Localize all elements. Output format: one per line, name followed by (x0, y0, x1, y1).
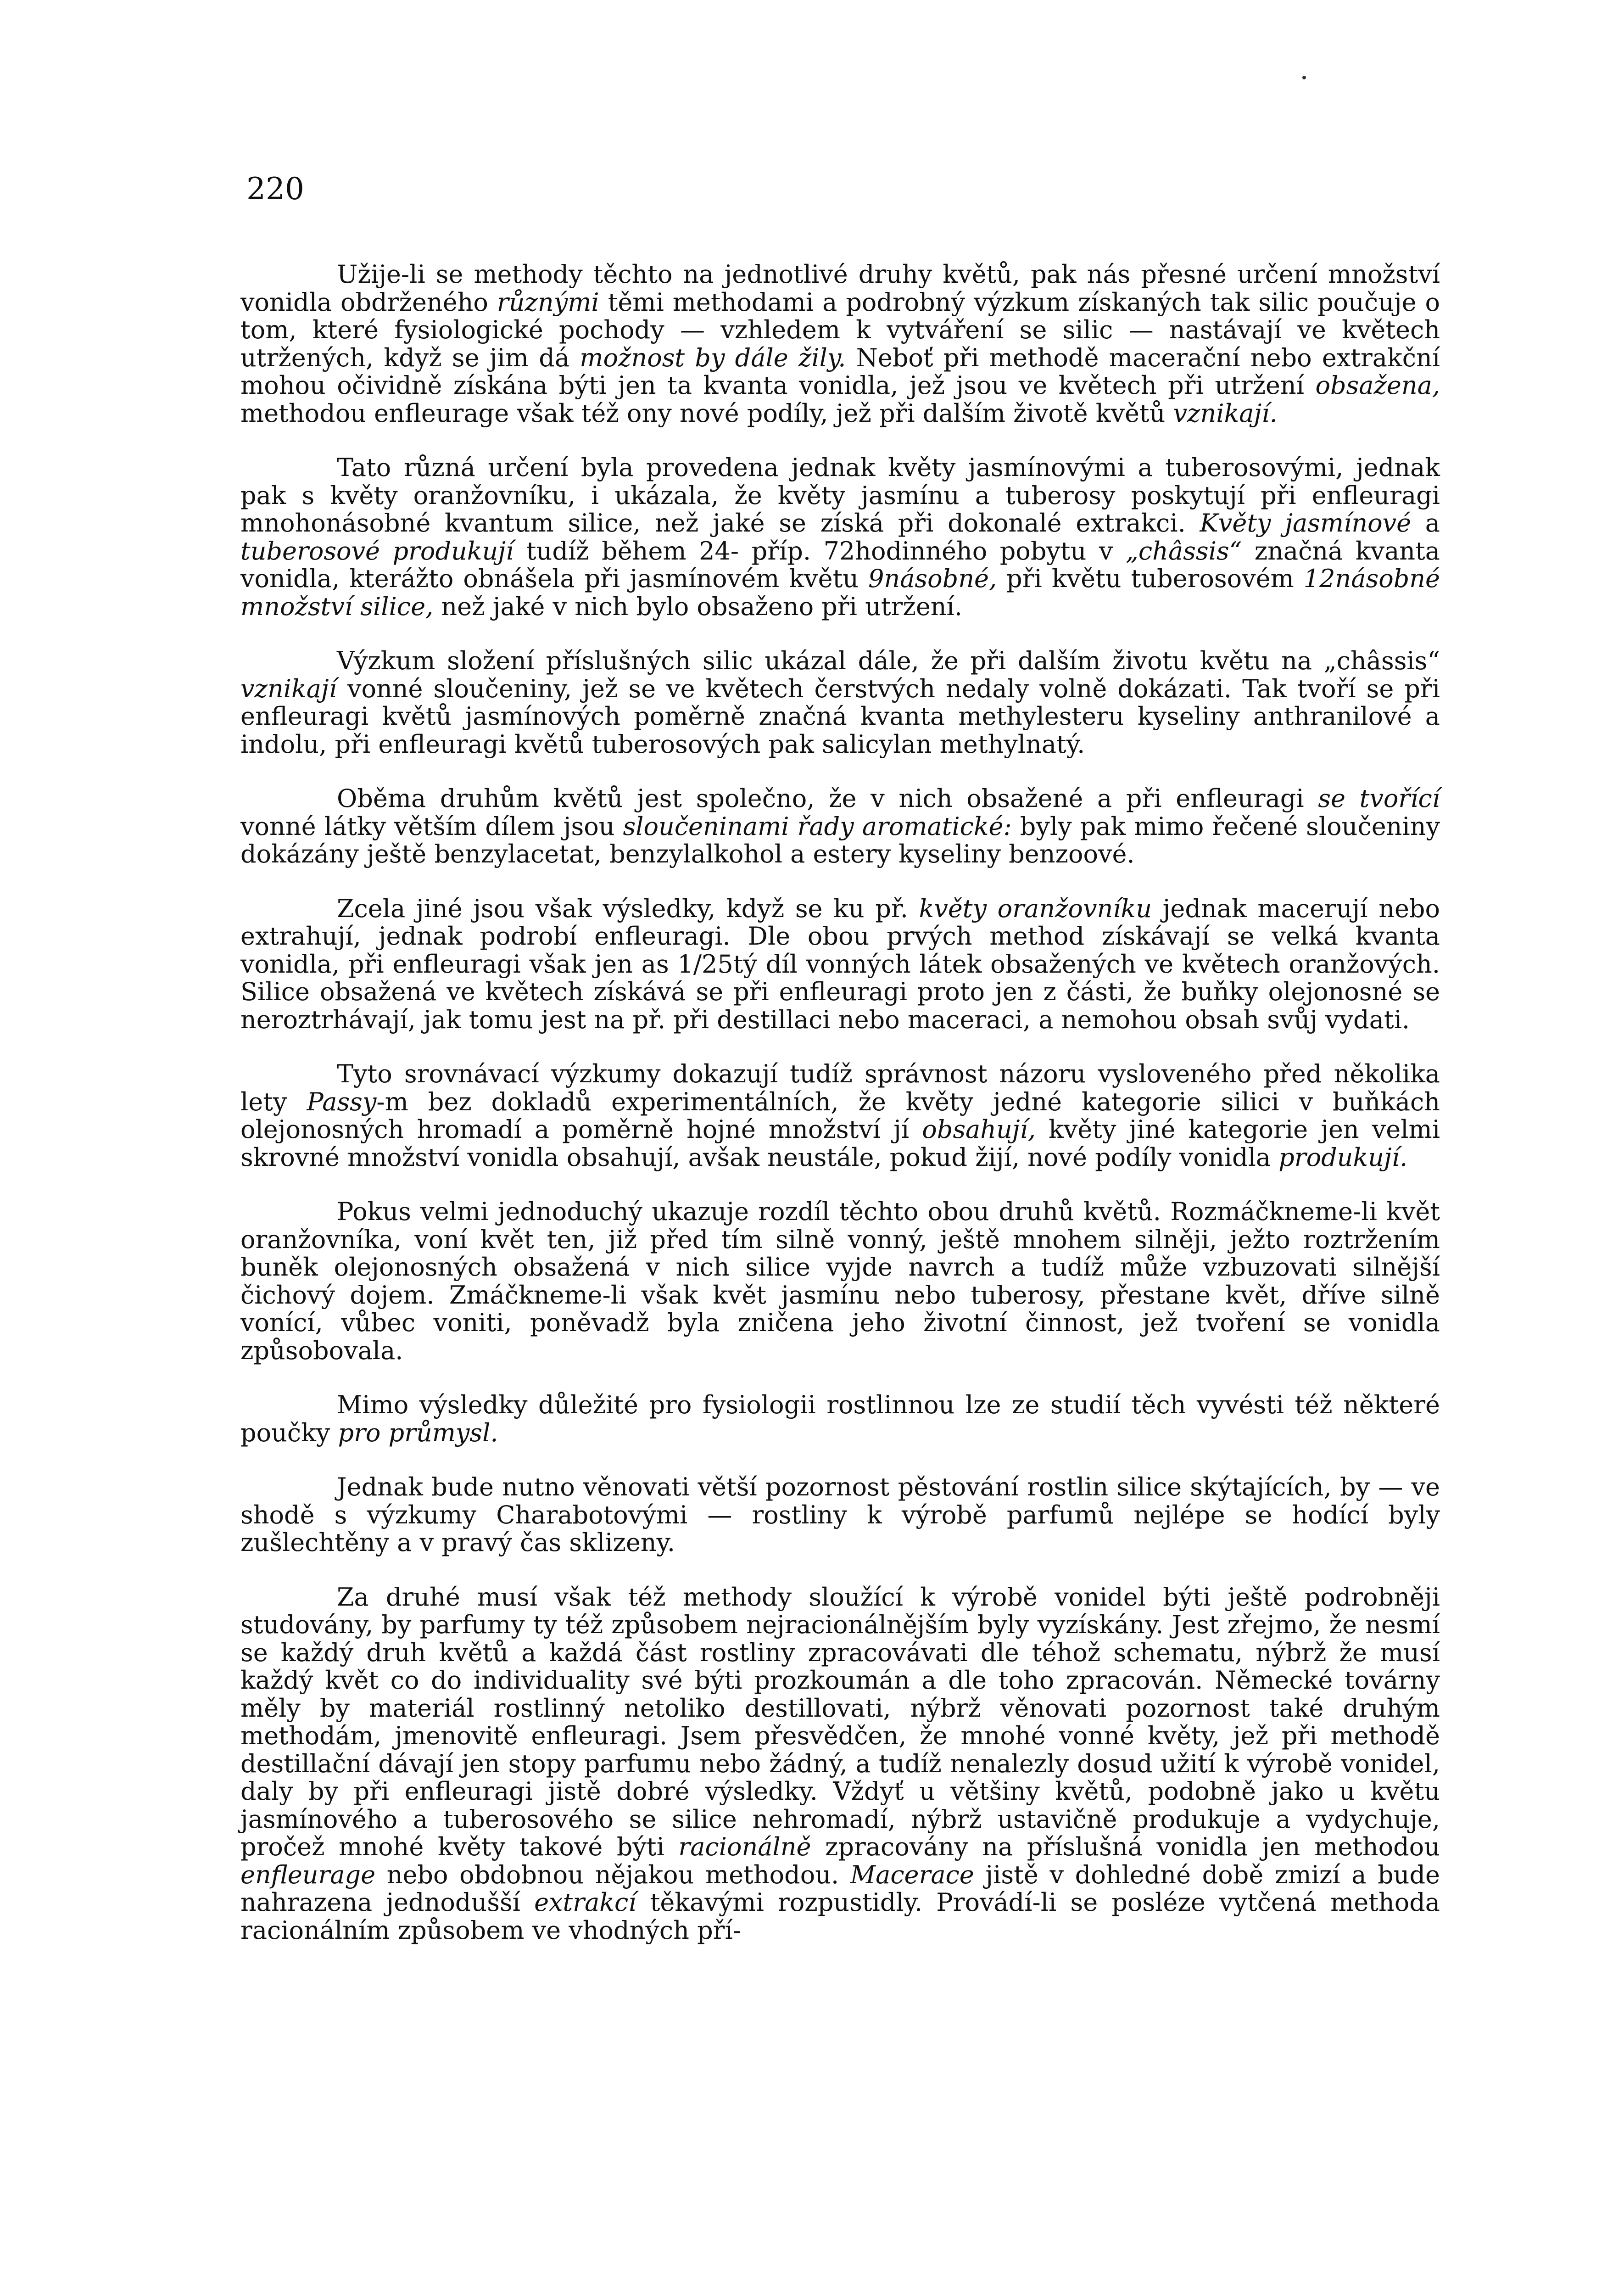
italic-text: obsahují, (922, 1115, 1036, 1144)
text-run: při květu tuberosovém (997, 564, 1304, 593)
paragraph (240, 261, 1440, 427)
text-run: a (1411, 509, 1440, 537)
paragraph (240, 1060, 1440, 1171)
paragraph (240, 647, 1440, 758)
text-run: Pokus velmi jednoduchý ukazuje rozdíl těchto obou druhů květů. Rozmáčkneme-li květ oranžovníka, voní květ ten, již před tím silně vonný, ještě mnohem silněji, ježto roztržením buněk olejonosných obsažená v nich silice vyjde navrch a tudíž může vzbuzovati silnější čichový dojem. Zmáčkneme-li však květ jasmínu nebo tuberosy, přestane květ, dříve silně vonící, vůbec voniti, poněvadž byla zničena jeho životní činnost, jež tvoření se vonidla způsobovala. (240, 1197, 1440, 1365)
italic-text: 9násobné, (868, 564, 997, 593)
text-run: vonné látky větším dílem jsou (240, 812, 623, 841)
paragraph (240, 1198, 1440, 1365)
text-run: byly pak mimo řečené sloučeniny dokázány ještě benzylacetat, benzylalkohol a estery kyseliny benzoové. (240, 812, 1440, 868)
corner-speck (1302, 76, 1306, 79)
italic-text: extrakcí (534, 1888, 636, 1917)
text-run: jistě v dohledné době zmizí a bude nahrazena jednodušší (240, 1860, 1440, 1917)
paragraph (240, 785, 1440, 868)
text-run: těmi methodami a podrobný výzkum získaných tak silic poučuje o tom, které fysiologické pochody — vzhledem k vytváření se silic — nastávají ve květech utržených, když se jim dá (240, 287, 1440, 372)
italic-text: enfleurage (240, 1860, 376, 1889)
text-run: Neboť při methodě macerační nebo extrakční mohou očividně získána býti jen ta kvanta vonidla, jež jsou ve květech při utržení (240, 343, 1440, 400)
italic-text: různými (497, 287, 599, 317)
text-run: značná kvanta vonidla, kterážto obnášela při jasmínovém květu (240, 536, 1440, 593)
paragraph (240, 1391, 1440, 1447)
text-run: tudíž během 24- příp. 72hodinného pobytu v (513, 536, 1126, 565)
text-run: Jednak bude nutno věnovati větší pozornost pěstování rostlin silice skýtajících, by — ve shodě s výzkumy Charabotovými — rostliny k výrobě parfumů nejlépe se hodící byly zušlechtěny a v pravý čas sklizeny. (240, 1472, 1440, 1557)
italic-text: květy oranžovníku (919, 894, 1152, 923)
text-run: Za druhé musí však též methody sloužící k výrobě vonidel býti ještě podrobněji studovány, by parfumy ty též způsobem nejracionálnějším byly vyzískány. Jest zřejmo, že nesmí se každý druh květů a každá část rostliny zpracovávati dle téhož schematu, nýbrž že musí každý květ co do individuality své býti prozkoumán a dle toho zpracován. Německé továrny měly by materiál rostlinný netoliko destillovati, nýbrž věnovati pozornost také druhým methodám, jmenovitě enfleuragi. Jsem přesvědčen, že mnohé vonné květy, jež při methodě destillační dávají jen stopy parfumu nebo žádný, a tudíž nenalezly dosud užití k výrobě vonidel, daly by při enfleuragi jistě dobré výsledky. Vždyť u většiny květů, podobně jako u květu jasmínového a tuberosového se silice nehromadí, nýbrž ustavičně produkuje a vydychuje, pročež mnohé květy takové býti (240, 1582, 1440, 1861)
text-run: květy jiné kategorie jen velmi skrovné množství vonidla obsahují, avšak neustále, pokud žijí, nové podíly vonidla (240, 1115, 1440, 1172)
italic-text: Passy (307, 1087, 377, 1116)
italic-text: obsažena, (1315, 371, 1440, 400)
text-run: methodou enfleurage však též ony nové podíly, jež při dalším životě květů (240, 398, 1173, 428)
text-run: Zcela jiné jsou však výsledky, když se ku př. (337, 894, 919, 923)
text-run: nebo obdobnou nějakou methodou. (375, 1860, 850, 1889)
italic-text: vznikají (240, 674, 337, 703)
italic-text: pro průmysl. (338, 1418, 498, 1447)
italic-text: Macerace (850, 1860, 974, 1889)
italic-text: vznikají. (1173, 398, 1278, 428)
italic-text: možnost by dále žily. (580, 343, 846, 372)
paragraph (240, 1473, 1440, 1557)
page-number: 220 (246, 171, 304, 207)
italic-text: racionálně (678, 1832, 811, 1861)
italic-text: se tvořící (1318, 784, 1440, 813)
text-run: Tato různá určení byla provedena jednak květy jasmínovými a tuberosovými, jednak pak s květy oranžovníku, i ukázala, že květy jasmínu a tuberosy poskytují při enfleuragi mnohonásobné kvantum silice, než jaké se získá při dokonalé extrakci. (240, 453, 1440, 537)
text-run: než jaké v nich bylo obsaženo při utržení. (433, 592, 962, 621)
text-run: Mimo výsledky důležité pro fysiologii rostlinnou lze ze studií těch vyvésti též některé poučky (240, 1390, 1440, 1447)
text-run: těkavými rozpustidly. Provádí-li se posléze vytčená methoda racionálním způsobem ve vhodných pří- (240, 1888, 1440, 1945)
text-run: -m bez dokladů experimentálních, že květy jedné kategorie silici v buňkách olejonosných hromadí a poměrně hojné množství jí (240, 1087, 1440, 1144)
paragraph (240, 454, 1440, 621)
text-run: Oběma druhům květů jest společno, že v nich obsažené a při enfleuragi (337, 784, 1318, 813)
italic-text: Květy jasmínové (1200, 509, 1412, 537)
body-text (240, 261, 1440, 1971)
italic-text: tuberosové produkují (240, 536, 514, 565)
text-run: Tyto srovnávací výzkumy dokazují tudíž správnost názoru vysloveného před několika lety (240, 1059, 1440, 1116)
text-run: Výzkum složení příslušných silic ukázal dále, že při dalším životu květu na „châssis“ (337, 646, 1440, 675)
italic-text: produkují. (1278, 1142, 1408, 1172)
text-run: jednak macerují nebo extrahují, jednak podrobí enfleuragi. Dle obou prvých method získávají se velká kvanta vonidla, při enfleuragi však jen as 1/25tý díl vonných látek obsažených ve květech oranžových. Silice obsažená ve květech získává se při enfleuragi proto jen z části, že buňky olejonosné se neroztrhávají, jak tomu jest na př. při destillaci nebo maceraci, a nemohou obsah svůj vydati. (240, 894, 1440, 1034)
text-run: Užije-li se methody těchto na jednotlivé druhy květů, pak nás přesné určení množství vonidla obdrženého (240, 260, 1440, 317)
italic-text: 12násobné množství silice, (240, 564, 1440, 621)
italic-text: „châssis“ (1125, 536, 1242, 565)
paragraph (240, 1584, 1440, 1945)
text-run: zpracovány na příslušná vonidla jen methodou (811, 1832, 1440, 1861)
italic-text: sloučeninami řady aromatické: (623, 812, 1012, 841)
paragraph (240, 895, 1440, 1034)
text-run: vonné sloučeniny, jež se ve květech čerstvých nedaly volně dokázati. Tak tvoří se při enfleuragi květů jasmínových poměrně značná kvanta methylesteru kyseliny anthranilové a indolu, při enfleuragi květů tuberosových pak salicylan methylnatý. (240, 674, 1440, 759)
